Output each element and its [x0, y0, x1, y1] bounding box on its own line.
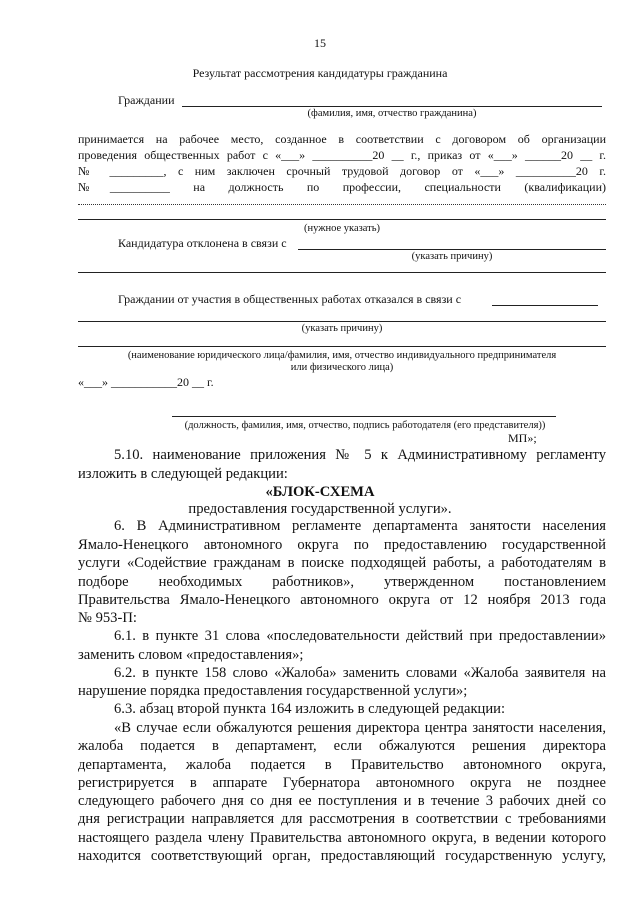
p63-line-1: 6.3. абзац второй пункта 164 изложить в следующей редакции: — [114, 701, 506, 717]
quote-line-8: находится соответствующий орган, предоставляющий государственную услугу, — [78, 848, 606, 864]
block-scheme-title: «БЛОК-СХЕМА — [265, 484, 375, 500]
p6-line-6: № 953-П: — [78, 610, 137, 626]
form-title: Результат рассмотрения кандидатуры гражданина — [192, 66, 448, 80]
p6-line-3: услуги «Содействие гражданам в поиске подходящей работы, а работодателям в — [78, 555, 606, 571]
p62-line-2: нарушение порядка предоставления государственной услуги»; — [78, 683, 468, 699]
form-line-2: проведения общественных работ с «___» __________20 __ г., приказ от «___» ______20 __ г. — [78, 148, 606, 162]
quote-line-6: дня регистрации направляется для рассмотрения в соответствии с требованиями — [78, 811, 606, 827]
org-hint-line-2: или физического лица) — [290, 362, 394, 373]
rejected-reason-line-2 — [78, 272, 606, 273]
quote-line-2: жалоба подается в департамент, если обжалуются решения директора — [78, 738, 606, 754]
p61-line-1: 6.1. в пункте 31 слова «последовательности действий при предоставлении» — [114, 628, 606, 644]
rejected-label: Кандидатура отклонена в связи с — [118, 236, 287, 250]
signature-hint: (должность, фамилия, имя, отчество, подпись работодателя (его представителя)) — [184, 420, 546, 431]
citizen-hint: (фамилия, имя, отчество гражданина) — [307, 108, 477, 119]
p61-line-2: заменить словом «предоставления»; — [78, 647, 304, 663]
refused-reason-line — [492, 305, 598, 306]
p6-line-2: Ямало-Ненецкого автономного округа по предоставлению государственной — [78, 537, 606, 553]
quote-line-1: «В случае если обжалуются решения директора центра занятости населения, — [114, 720, 606, 736]
quote-line-5: следующего рабочего дня со дня ее поступления и в течение 3 рабочих дней со — [78, 793, 606, 809]
reason-hint: (указать причину) — [411, 251, 493, 262]
p6-line-1: 6. В Административном регламенте департамента занятости населения — [114, 518, 606, 534]
form-line-4: №__________ на должность по профессии, специальности (квалификации) — [78, 180, 606, 194]
position-line-2 — [78, 219, 606, 220]
org-hint-line-1: (наименование юридического лица/фамилия, имя, отчество индивидуального предпринимателя — [127, 350, 557, 361]
block-scheme-subtitle: предоставления государственной услуги». — [188, 501, 452, 517]
quote-line-4: регистрируется в аппарате Губернатора автономного округа не позднее — [78, 775, 606, 791]
quote-line-7: настоящего раздела члену Правительства автономного округа, в ведении которого — [78, 830, 606, 846]
form-line-3: № _________, с ним заключен срочный трудовой договор от «___» __________20 г. — [78, 164, 606, 178]
p6-line-4: подборе необходимых работников», утвержденном постановлением — [78, 574, 606, 590]
signature-line — [172, 416, 556, 417]
date-line: «___» ___________20 __ г. — [78, 375, 214, 389]
mp-label: МП»; — [508, 431, 537, 445]
needed-hint: (нужное указать) — [303, 223, 381, 234]
position-line-1 — [78, 204, 606, 205]
form-line-1: принимается на рабочее место, созданное в соответствии с договором об организации — [78, 132, 606, 146]
p62-line-1: 6.2. в пункте 158 слово «Жалоба» заменить словами «Жалоба заявителя на — [114, 665, 606, 681]
citizen-label: Граждании — [118, 93, 175, 107]
org-name-line — [78, 346, 606, 347]
page-number: 15 — [314, 36, 326, 50]
p510-line-1: 5.10. наименование приложения № 5 к Административному регламенту — [114, 447, 606, 463]
refused-label: Граждании от участия в общественных работах отказался в связи с — [118, 292, 462, 306]
quote-line-3: департамента, жалоба подается в Правительство автономного округа, — [78, 757, 606, 773]
p510-line-2: изложить в следующей редакции: — [78, 466, 288, 482]
reason-hint-2: (указать причину) — [301, 323, 383, 334]
p6-line-5: Правительства Ямало-Ненецкого автономного округа от 12 ноября 2013 года — [78, 592, 606, 608]
